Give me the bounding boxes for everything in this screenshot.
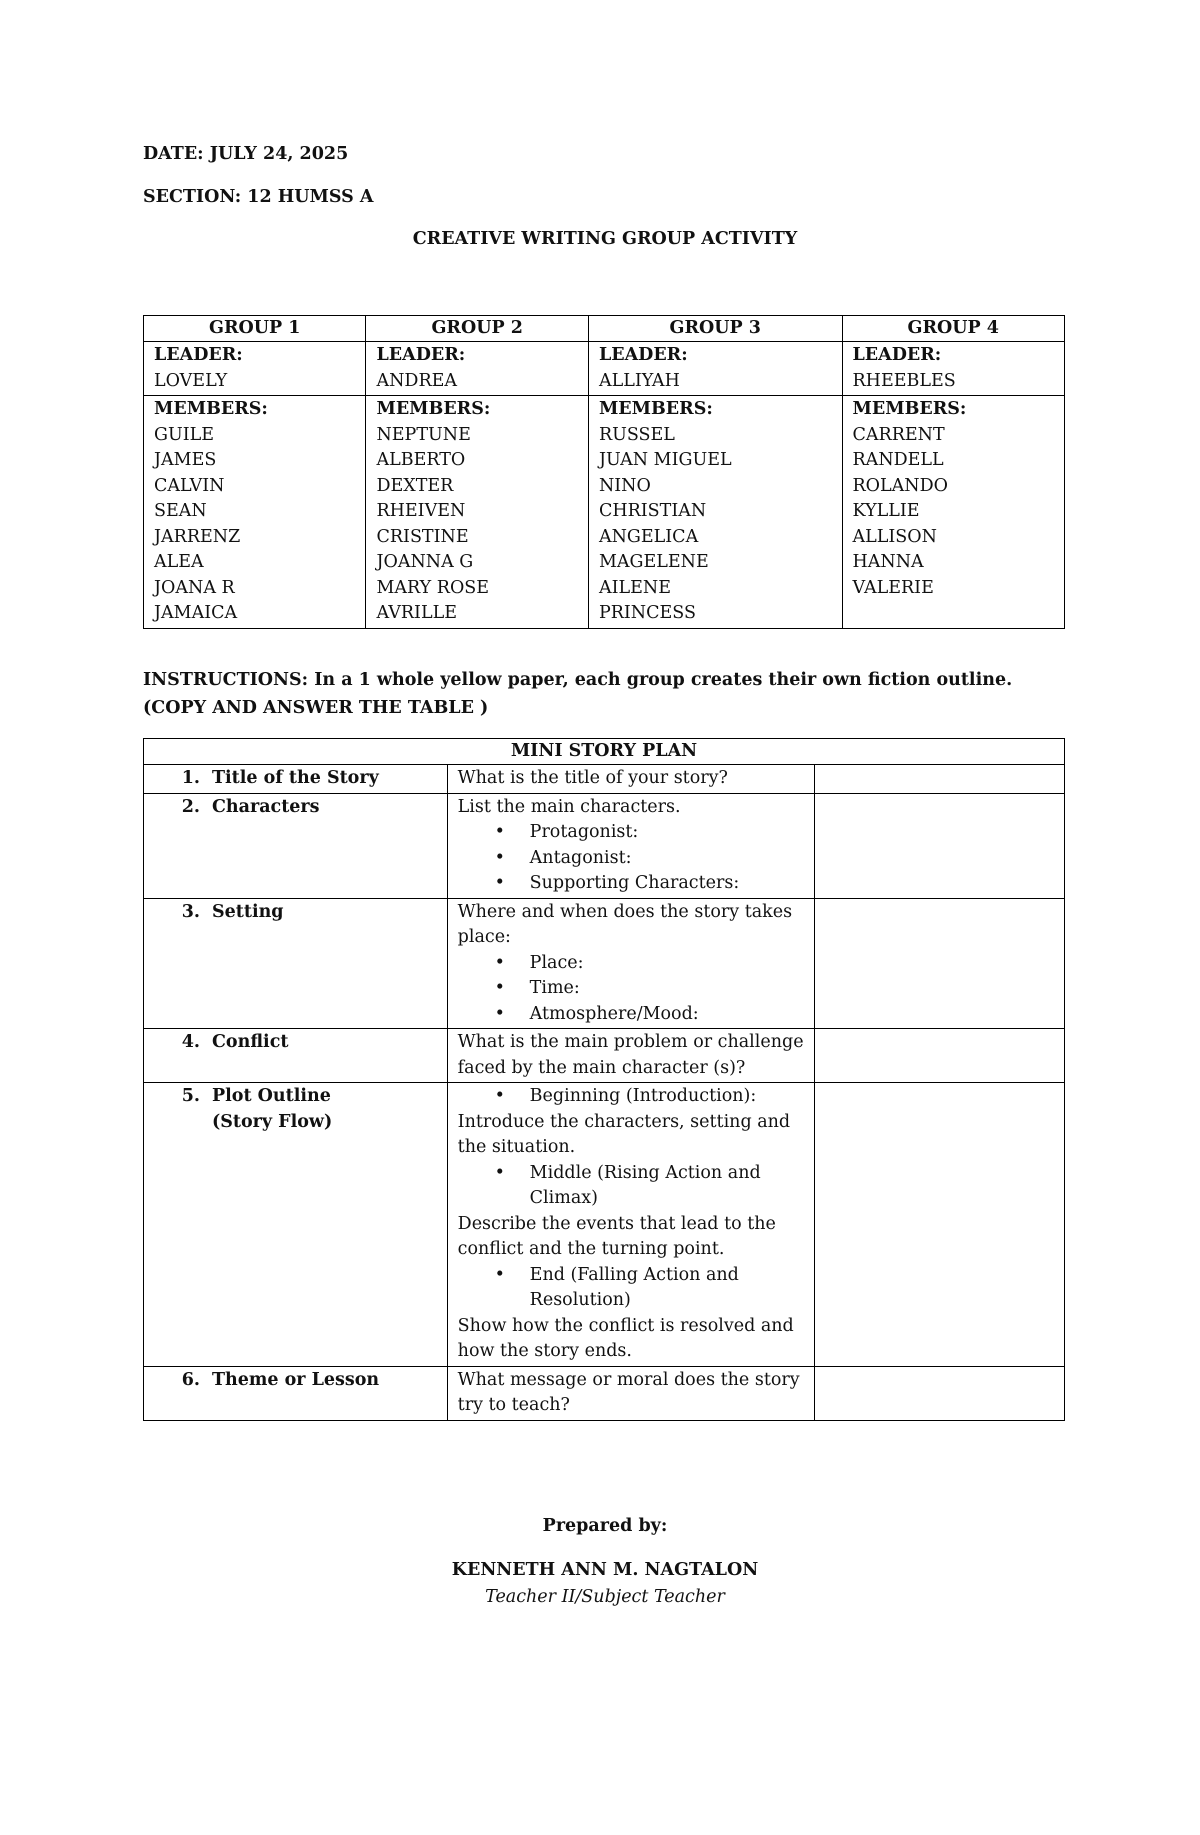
plan-answer-cell: [815, 1083, 1065, 1367]
plan-item-title: [212, 1084, 332, 1135]
group-header: GROUP 1: [144, 316, 366, 342]
groups-table: [143, 315, 1065, 629]
group-members-cell: [144, 396, 366, 629]
group-header: GROUP 4: [842, 316, 1065, 342]
teacher-name: KENNETH ANN M. NAGTALON: [451, 1560, 759, 1580]
leader-label: LEADER:: [376, 345, 466, 365]
member-name: RHEIVEN: [376, 501, 466, 521]
plan-item-title-line: Theme or Lesson: [212, 1369, 380, 1390]
group-members-cell: [366, 396, 588, 629]
leader-name: RHEEBLES: [852, 370, 956, 391]
member-name: KYLLIE: [852, 501, 920, 521]
member-name: ALBERTO: [376, 450, 466, 470]
member-name: CALVIN: [154, 475, 225, 496]
plan-item-title: [212, 1368, 379, 1394]
plan-item-title-line: Plot Outline: [212, 1086, 331, 1106]
leader-label: LEADER:: [598, 345, 688, 365]
plan-item-cell: [144, 1083, 448, 1367]
member-name: AVRILLE: [376, 603, 457, 623]
plan-item-number: 3.: [181, 901, 200, 922]
members-label: MEMBERS:: [852, 399, 967, 419]
plan-answer-cell: [815, 765, 1065, 794]
member-name: MARY ROSE: [376, 577, 490, 598]
plan-row: [144, 898, 1065, 1029]
activity-title: CREATIVE WRITING GROUP ACTIVITY: [412, 229, 798, 249]
member-name: NEPTUNE: [376, 424, 471, 445]
member-name: MAGELENE: [598, 552, 709, 572]
plan-bullet-item: • Time:: [458, 976, 805, 1002]
plan-guide-text: Introduce the characters, setting and the situation.: [457, 1111, 791, 1157]
group-leader-cell: [588, 342, 842, 396]
plan-item-title: [212, 1030, 288, 1056]
leader-label: LEADER:: [154, 345, 243, 365]
member-name: JOANA R: [154, 577, 235, 598]
plan-item-number: 4.: [181, 1032, 200, 1052]
story-plan-table: [143, 738, 1065, 1421]
plan-bullet-item: • Supporting Characters:: [458, 871, 805, 897]
plan-item-title: [212, 795, 320, 821]
plan-item-number: 6.: [181, 1369, 200, 1390]
plan-item-cell: [144, 898, 448, 1029]
member-name: ANGELICA: [598, 526, 699, 547]
member-name: JAMAICA: [154, 603, 238, 623]
leader-label: LEADER:: [852, 345, 942, 365]
plan-item-number: 5.: [181, 1086, 200, 1106]
group-header: GROUP 3: [588, 316, 842, 342]
members-label: MEMBERS:: [154, 399, 268, 419]
member-name: ALLISON: [852, 526, 937, 547]
plan-guide-text: What is the main problem or challenge faced by the main character (s)?: [457, 1032, 804, 1078]
plan-item-title-line: Conflict: [212, 1032, 289, 1052]
plan-bullet-item: • Beginning (Introduction):: [458, 1084, 805, 1110]
plan-item-cell: [144, 1029, 448, 1083]
plan-bullet-item: • End (Falling Action and Resolution): [458, 1263, 805, 1314]
member-name: SEAN: [154, 501, 207, 521]
plan-item-cell: [144, 1366, 448, 1420]
plan-guide-cell: [447, 1366, 815, 1420]
member-name: AILENE: [598, 577, 671, 598]
plan-item-title-line: Title of the Story: [212, 768, 379, 788]
groups-members-row: [144, 396, 1065, 629]
member-name: ALEA: [154, 552, 204, 572]
plan-item-title: [212, 766, 379, 792]
section-line: SECTION: 12 HUMSS A: [143, 187, 374, 207]
plan-row: [144, 1029, 1065, 1083]
member-name: RUSSEL: [598, 424, 675, 445]
member-name: CHRISTIAN: [598, 501, 707, 521]
group-leader-cell: [366, 342, 588, 396]
plan-bullet-item: • Middle (Rising Action and Climax): [458, 1161, 805, 1212]
group-leader-cell: [842, 342, 1065, 396]
plan-row: [144, 1083, 1065, 1367]
member-name: GUILE: [154, 424, 215, 445]
member-name: NINO: [598, 475, 651, 496]
member-name: HANNA: [852, 552, 924, 572]
plan-guide-cell: [447, 1083, 815, 1367]
plan-heading-row: [144, 739, 1065, 765]
member-name: PRINCESS: [598, 603, 696, 623]
plan-guide-text: Show how the conflict is resolved and how the story ends.: [457, 1315, 794, 1361]
plan-bullet-item: • Protagonist:: [458, 820, 805, 846]
members-label: MEMBERS:: [376, 399, 491, 419]
plan-item-cell: [144, 793, 448, 898]
plan-guide-text: Describe the events that lead to the conflict and the turning point.: [457, 1213, 776, 1259]
plan-item-cell: [144, 765, 448, 794]
member-name: CARRENT: [852, 424, 945, 445]
plan-item-title-line: Setting: [212, 901, 284, 922]
plan-answer-cell: [815, 898, 1065, 1029]
member-name: RANDELL: [852, 450, 944, 470]
plan-guide-text: What is the title of your story?: [457, 768, 728, 788]
teacher-position: Teacher II/Subject Teacher: [485, 1587, 725, 1607]
member-name: VALERIE: [852, 577, 934, 598]
plan-guide-cell: [447, 1029, 815, 1083]
leader-name: ALLIYAH: [598, 370, 680, 391]
plan-answer-cell: [815, 1366, 1065, 1420]
plan-heading: MINI STORY PLAN: [144, 739, 1065, 765]
leader-name: LOVELY: [154, 370, 228, 391]
instructions: [143, 666, 1012, 722]
plan-row: [144, 1366, 1065, 1420]
prepared-by-label: Prepared by:: [542, 1516, 668, 1536]
plan-bullet-item: • Antagonist:: [458, 846, 805, 872]
groups-header-row: [144, 316, 1065, 342]
plan-item-number: 1.: [181, 768, 200, 788]
group-members-cell: [588, 396, 842, 629]
plan-guide-cell: [447, 793, 815, 898]
group-leader-cell: [144, 342, 366, 396]
instructions-note: (COPY AND ANSWER THE TABLE ): [143, 698, 489, 718]
member-name: ROLANDO: [852, 475, 948, 496]
member-name: DEXTER: [376, 475, 454, 496]
member-name: JARRENZ: [154, 526, 241, 547]
plan-item-title: [212, 900, 284, 926]
plan-guide-cell: [447, 765, 815, 794]
instructions-line: INSTRUCTIONS: In a 1 whole yellow paper, each group creates their own fiction outline.: [143, 670, 1013, 690]
plan-row: [144, 765, 1065, 794]
group-members-cell: [842, 396, 1065, 629]
plan-row: [144, 793, 1065, 898]
plan-bullet-item: • Atmosphere/Mood:: [458, 1002, 805, 1028]
plan-guide-cell: [447, 898, 815, 1029]
plan-answer-cell: [815, 793, 1065, 898]
member-name: JAMES: [154, 450, 217, 470]
plan-answer-cell: [815, 1029, 1065, 1083]
member-name: JOANNA G: [376, 552, 474, 572]
plan-item-number: 2.: [181, 796, 200, 817]
members-label: MEMBERS:: [598, 399, 713, 419]
leader-name: ANDREA: [376, 370, 458, 391]
plan-guide-text: Where and when does the story takes place:: [457, 901, 793, 947]
member-name: JUAN MIGUEL: [598, 450, 732, 470]
plan-guide-text: List the main characters.: [457, 796, 681, 817]
member-name: CRISTINE: [376, 526, 469, 547]
plan-guide-text: What message or moral does the story try to teach?: [457, 1369, 800, 1415]
groups-leader-row: [144, 342, 1065, 396]
plan-item-title-line: (Story Flow): [212, 1111, 333, 1132]
plan-item-title-line: Characters: [212, 796, 320, 817]
date-line: DATE: JULY 24, 2025: [143, 144, 349, 164]
group-header: GROUP 2: [366, 316, 588, 342]
plan-bullet-item: • Place:: [458, 951, 805, 977]
